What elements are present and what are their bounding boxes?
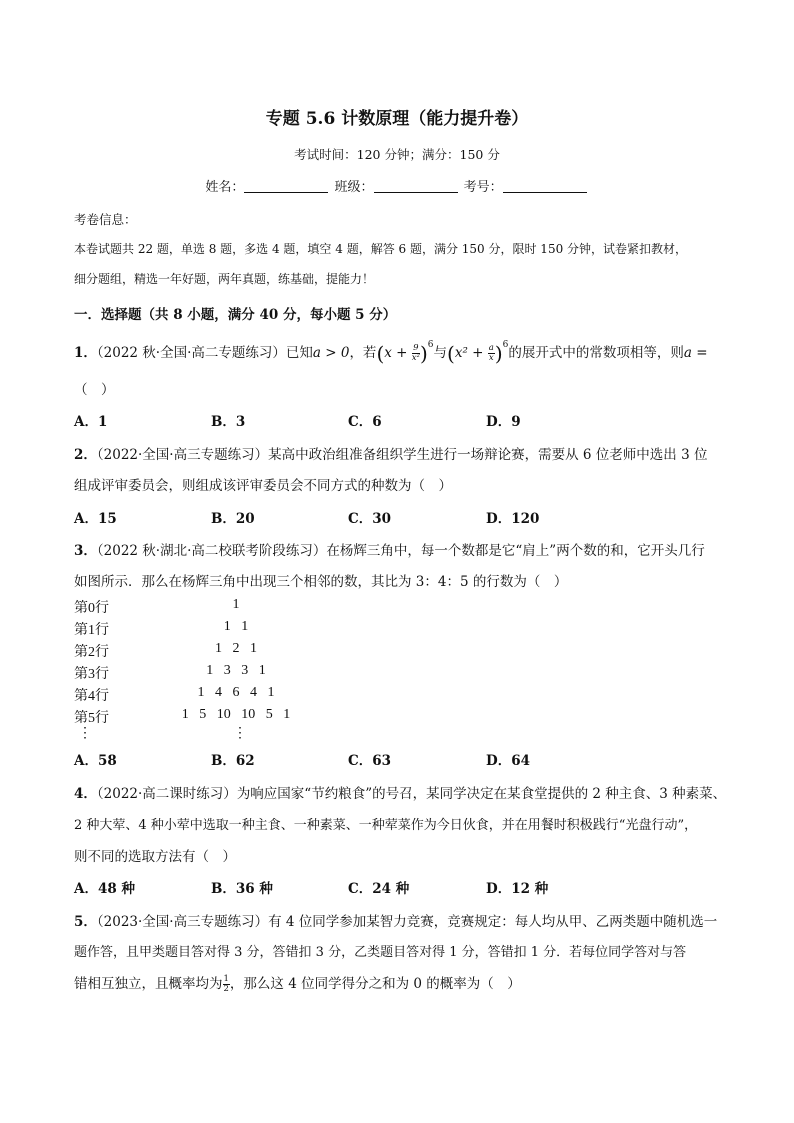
triangle-row-values: 1 4 6 4 1 xyxy=(197,685,275,700)
intro-heading: 考卷信息： xyxy=(74,212,137,227)
class-label: 班级： xyxy=(334,180,374,195)
q2-option-a[interactable]: A．15 xyxy=(74,511,117,527)
q1-option-d[interactable]: D．9 xyxy=(486,414,521,430)
q3-option-b[interactable]: B．62 xyxy=(211,753,255,769)
q3-option-a[interactable]: A．58 xyxy=(74,753,117,769)
question-source: （2022 秋·湖北·高二校联考阶段练习） xyxy=(96,543,327,559)
q2-option-b[interactable]: B．20 xyxy=(211,511,255,527)
question-source: （2022 秋·全国·高二专题练习） xyxy=(96,345,286,361)
q4-line-1: 为响应国家“节约粮食”的号召，某同学决定在某食堂提供的 2 种主食、3 种素菜、 xyxy=(236,786,727,802)
q4-line-3: 则不同的选取方法有（ ） xyxy=(74,849,236,865)
triangle-row-label: 第1行 xyxy=(74,623,109,638)
answer-paren: （ ） xyxy=(74,382,115,398)
q1-text-a: 已知 xyxy=(285,345,313,361)
q1-text-b: ，若 xyxy=(349,345,377,361)
q5-line-2: 题作答，且甲类题目答对得 3 分，答错扣 3 分，乙类题目答对得 1 分，答错扣 1 分．若每位同学答对与答 xyxy=(74,945,687,960)
question-source: （2022·高二课时练习） xyxy=(96,786,237,802)
q1-expression-2: (x² + $\frac{a}{x}$ )$^6$ xyxy=(447,340,509,366)
q3-line-2: 如图所示．那么在杨辉三角中出现三个相邻的数，其比为 3：4：5 的行数为（ ） xyxy=(74,574,568,590)
q2-line-2: 组成评审委员会，则组成该评审委员会不同方式的种数为（ ） xyxy=(74,478,452,494)
q4-option-b[interactable]: B．36 种 xyxy=(211,881,273,897)
triangle-row-values: 1 xyxy=(232,597,240,612)
q1-option-c[interactable]: C．6 xyxy=(348,414,382,430)
page-title: 专题 5.6 计数原理（能力提升卷） xyxy=(265,109,529,129)
class-blank xyxy=(374,180,458,193)
probability-fraction: $\frac{1}{2}$ xyxy=(223,974,229,994)
q1-condition: a > 0 xyxy=(312,345,350,361)
student-info-fields xyxy=(0,176,794,195)
q3-option-d[interactable]: D．64 xyxy=(486,753,530,769)
exam-info: 考试时间：120 分钟；满分：150 分 xyxy=(294,147,500,162)
name-blank xyxy=(244,180,328,193)
triangle-row-label: 第3行 xyxy=(74,667,109,682)
q1-option-a[interactable]: A．1 xyxy=(74,414,108,430)
name-label: 姓名： xyxy=(205,180,245,195)
q4-option-d[interactable]: D．12 种 xyxy=(486,881,549,897)
q4-option-a[interactable]: A．48 种 xyxy=(74,881,135,897)
question-4 xyxy=(74,782,726,802)
intro-line-2: 细分题组，精选一年好题，两年真题，练基础，提能力！ xyxy=(74,272,375,286)
q1-expression-1: (x + $\frac{9}{\text{x²}}$ )$^6$ xyxy=(376,340,434,366)
number-blank xyxy=(503,180,587,193)
question-2 xyxy=(74,443,707,463)
q1-ask: a = xyxy=(683,345,708,361)
question-3 xyxy=(74,539,705,559)
ellipsis-center: ⋮ xyxy=(233,726,247,741)
question-1 xyxy=(74,340,708,366)
triangle-row-values: 1 5 10 10 5 1 xyxy=(181,707,291,722)
question-5 xyxy=(74,910,717,930)
triangle-row-label: 第0行 xyxy=(74,601,109,616)
q5-line-1: 有 4 位同学参加某智力竞赛，竞赛规定：每人均从甲、乙两类题中随机选一 xyxy=(268,914,718,930)
intro-line-1: 本卷试题共 22 题，单选 8 题，多选 4 题，填空 4 题，解答 6 题，满分 150 分，限时 150 分钟，试卷紧扣教材， xyxy=(74,242,688,256)
question-source: （2022·全国·高三专题练习） xyxy=(96,447,269,463)
triangle-row-values: 1 3 3 1 xyxy=(206,663,266,678)
q5-line-3b: ，那么这 4 位同学得分之和为 0 的概率为（ ） xyxy=(229,976,521,992)
triangle-row-label: 第2行 xyxy=(74,645,109,660)
question-number: 3． xyxy=(74,543,97,559)
ellipsis-left: ⋮ xyxy=(78,726,92,741)
question-number: 4． xyxy=(74,786,97,802)
question-source: （2023·全国·高三专题练习） xyxy=(96,914,269,930)
q2-option-d[interactable]: D．120 xyxy=(486,511,540,527)
section-1-heading: 一．选择题（共 8 小题，满分 40 分，每小题 5 分） xyxy=(74,307,397,323)
question-number: 2． xyxy=(74,447,97,463)
triangle-row-values: 1 1 xyxy=(223,619,249,634)
q1-text-c: 与 xyxy=(433,345,448,361)
q2-option-c[interactable]: C．30 xyxy=(348,511,392,527)
q5-line-3 xyxy=(74,972,521,994)
triangle-row-values: 1 2 1 xyxy=(215,641,257,656)
q1-option-b[interactable]: B．3 xyxy=(211,414,246,430)
q3-option-c[interactable]: C．63 xyxy=(348,753,392,769)
q2-line-1: 某高中政治组准备组织学生进行一场辩论赛，需要从 6 位老师中选出 3 位 xyxy=(268,447,708,463)
q4-line-2: 2 种大荤、4 种小荤中选取一种主食、一种素菜、一种荤菜作为今日伙食，并在用餐时积极践行“光盘行动”， xyxy=(74,818,698,833)
question-number: 5． xyxy=(74,914,97,930)
question-number: 1． xyxy=(74,345,97,361)
q5-line-3a: 错相互独立，且概率均为 xyxy=(74,976,223,992)
triangle-row-label: 第4行 xyxy=(74,689,109,704)
q3-line-1: 在杨辉三角中，每一个数都是它“肩上”两个数的和，它开头几行 xyxy=(326,543,705,559)
q1-text-d: 的展开式中的常数项相等，则 xyxy=(508,345,684,361)
triangle-row-label: 第5行 xyxy=(74,711,109,726)
q4-option-c[interactable]: C．24 种 xyxy=(348,881,410,897)
number-label: 考号： xyxy=(463,180,503,195)
